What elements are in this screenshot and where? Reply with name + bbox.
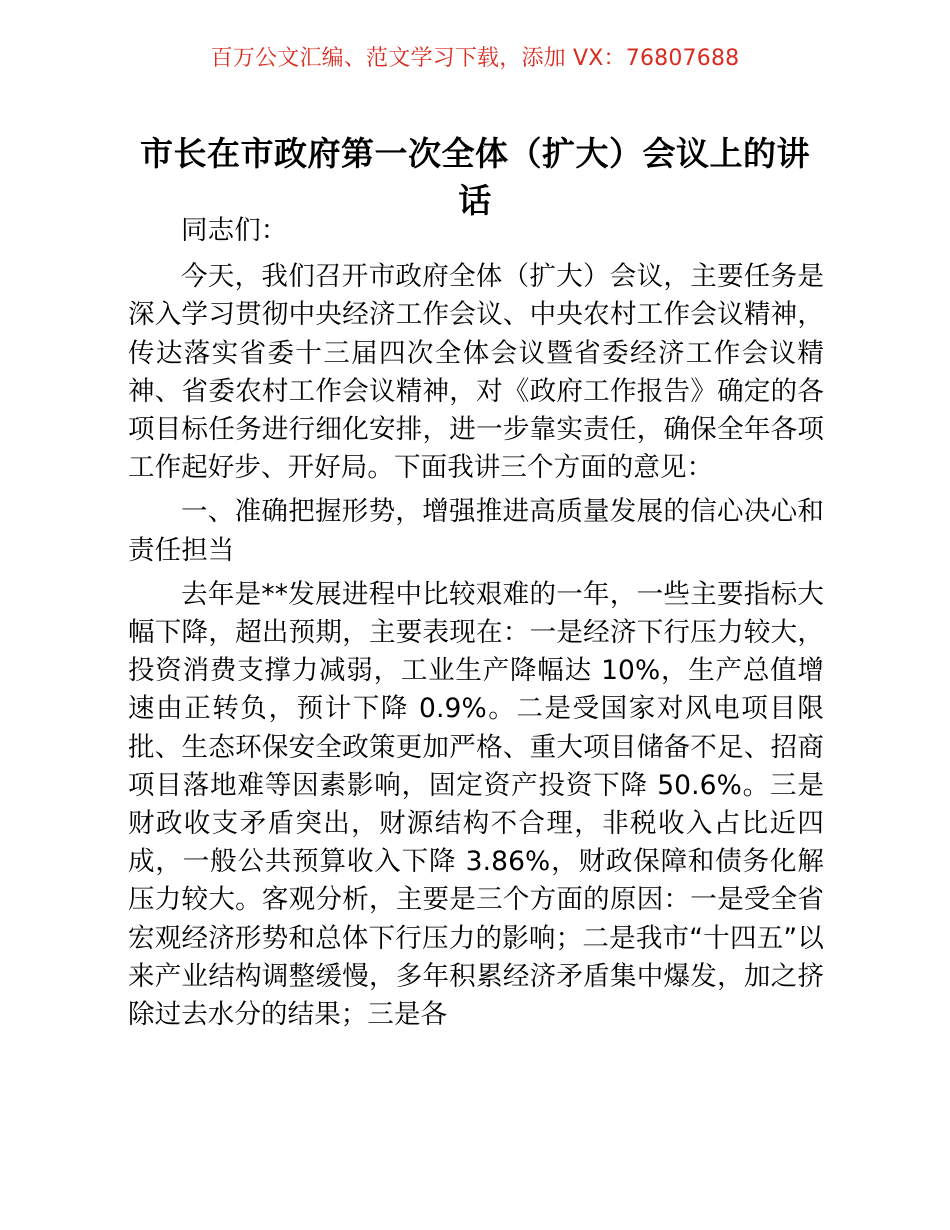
document-body [128, 212, 824, 1040]
paragraph-section-one-body: 去年是**发展进程中比较艰难的一年，一些主要指标大幅下降，超出预期，主要表现在：一是经济下行压力较大，投资消费支撑力减弱，工业生产降幅达 10%，生产总值增速由正转负，预计下降 0.9%。二是受国家对风电项目限批、生态环保安全政策更加严格、重大项目储备不足、招商项目落地难等因素影响，固定资产投资下降 50.6%。三是财政收支矛盾突出，财源结构不合理，非税收入占比近四成，一般公共预算收入下降 3.86%，财政保障和债务化解压力较大。客观分析，主要是三个方面的原因：一是受全省宏观经济形势和总体下行压力的影响；二是我市“十四五”以来产业结构调整缓慢，多年积累经济矛盾集中爆发，加之挤除过去水分的结果；三是各 [128, 578, 824, 1031]
paragraph-opening: 今天，我们召开市政府全体（扩大）会议，主要任务是深入学习贯彻中央经济工作会议、中央农村工作会议精神，传达落实省委十三届四次全体会议暨省委经济工作会议精神、省委农村工作会议精神，对《政府工作报告》确定的各项目标任务进行细化安排，进一步靠实责任，确保全年各项工作起好步、开好局。下面我讲三个方面的意见： [128, 261, 824, 484]
section-heading-one: 一、准确把握形势，增强推进高质量发展的信心决心和责任担当 [128, 496, 824, 566]
page-title: 市长在市政府第一次全体（扩大）会议上的讲话 [140, 134, 810, 221]
promo-watermark-text: 百万公文汇编、范文学习下载，添加 VX：76807688 [210, 46, 740, 71]
paragraph-salutation: 同志们： [181, 215, 288, 246]
